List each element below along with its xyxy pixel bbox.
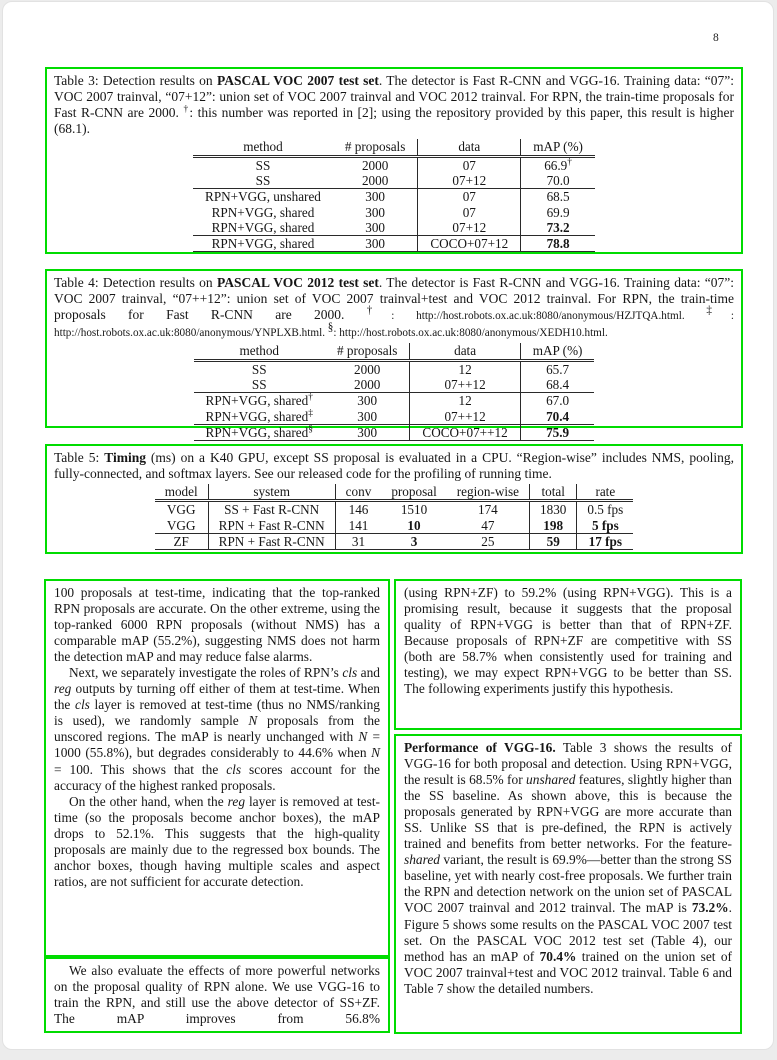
text-segment: † xyxy=(183,104,190,115)
column-header: data xyxy=(418,139,521,156)
table-cell: RPN + Fast R-CNN xyxy=(208,534,335,550)
text-segment: N xyxy=(371,745,380,761)
table-row xyxy=(194,424,595,440)
table-3 xyxy=(47,139,741,252)
text-segment: : http://host.robots.ox.ac.uk:8080/anonymous/XEDH10.html. xyxy=(333,327,608,340)
text-segment: : this number was reported in [2]; using the repository provided by this paper, this result is higher (68.1). xyxy=(54,105,734,137)
table-row xyxy=(193,156,595,173)
table-cell: SS xyxy=(255,172,271,188)
text-segment: layer is removed at test-time (so the proposals become anchor boxes), the mAP drops to 52.1%. This suggests that the high-quality proposals are mainly due to the regressed box bounds. The anchor boxes, though having multiple scales and aspect ratios, are not sufficient for accurate detection. xyxy=(54,793,380,889)
table-header-row xyxy=(155,484,634,501)
table-cell: 07 xyxy=(418,205,521,220)
text-segment: reg xyxy=(54,681,72,697)
table-cell: 1830 xyxy=(530,501,577,518)
data-table xyxy=(193,139,595,252)
table-cell: 1510 xyxy=(400,502,428,518)
table-row xyxy=(193,220,595,236)
table-row xyxy=(155,534,634,550)
table-cell: 17 fps xyxy=(577,534,633,550)
table-cell: COCO+07+12 xyxy=(418,236,521,252)
table-cell: 10 xyxy=(407,517,421,533)
table-cell: 66.9† xyxy=(521,156,595,173)
text-segment: trained on the union set of VOC 2007 trainval+test and VOC 2012 trainval. Table 6 and Table 7 show the detailed numbers. xyxy=(404,948,732,996)
table-cell: 59 xyxy=(530,534,577,550)
table-4-caption xyxy=(47,271,741,341)
table-cell: RPN+VGG, shared xyxy=(193,236,333,252)
text-segment: . Figure 5 shows some results on the PASCAL VOC 2007 test set. On the PASCAL VOC 2012 test set (Table 4), our method has an mAP of xyxy=(404,900,732,964)
table-row xyxy=(194,377,595,393)
text-segment: layer is removed at test-time (thus no NMS/ranking is used), we randomly sample xyxy=(54,697,380,729)
table-row xyxy=(155,518,634,534)
table-cell: 07++12 xyxy=(410,409,520,425)
text-segment: outputs by turning off either of them at test-time. When the xyxy=(54,681,380,713)
table-row xyxy=(194,360,595,377)
column-header: conv xyxy=(335,484,381,501)
text-segment: cls xyxy=(342,665,358,681)
column-header: data xyxy=(410,343,520,360)
table-cell: RPN+VGG, shared† xyxy=(194,393,325,409)
table-cell: RPN+VGG, shared xyxy=(211,219,315,235)
data-table xyxy=(194,343,595,441)
paragraph xyxy=(46,963,388,1027)
table-row xyxy=(194,393,595,409)
table-cell: RPN+VGG, shared xyxy=(211,204,315,220)
text-segment: Performance of VGG-16. xyxy=(404,740,556,755)
paragraph xyxy=(46,585,388,665)
table-cell: 07 xyxy=(418,189,521,205)
table-cell: 146 xyxy=(335,501,381,518)
table-cell: 300 xyxy=(365,219,386,235)
text-segment: variant, the result is 69.9%—better than the strong SS baseline, yet with nearly cost-free proposals. We further train the RPN and detection network on the union set of PASCAL VOC 2007 trainval and 2012 trainval. The mAP is xyxy=(404,852,732,916)
table-cell: 67.0 xyxy=(520,393,594,409)
text-segment: PASCAL VOC 2007 test set xyxy=(216,73,379,88)
text-segment: N xyxy=(248,713,258,729)
text-segment: shared xyxy=(404,852,440,868)
table-cell: 07++12 xyxy=(410,377,520,393)
text-segment: Next, we separately investigate the roles of RPN’s xyxy=(69,665,343,681)
table-cell: SS + Fast R-CNN xyxy=(208,501,335,518)
text-segment: We also evaluate the effects of more powerful networks on the proposal quality of RPN alone. We use VGG-16 to train the RPN, and still use the above detector of SS+ZF. The mAP improves from 56.8% xyxy=(54,963,380,1027)
text-segment: and xyxy=(357,665,380,681)
text-segment: : http://host.robots.ox.ac.uk:8080/anonymous/HZJTQA.html. xyxy=(391,310,707,323)
table-cell: RPN+VGG, shared§ xyxy=(194,424,325,440)
page-number: 8 xyxy=(713,32,719,44)
table-cell: 12 xyxy=(410,360,520,377)
data-table xyxy=(155,484,634,550)
table-cell: ZF xyxy=(155,534,208,550)
table-cell: 70.0 xyxy=(521,173,595,189)
text-segment: cls xyxy=(75,697,90,713)
text-segment: 73.2% xyxy=(691,900,729,916)
table-cell: SS xyxy=(255,157,271,173)
table-cell: 70.4 xyxy=(520,409,594,425)
text-segment: 70.4% xyxy=(539,948,577,964)
table-cell: 141 xyxy=(335,518,381,534)
text-segment: On the other hand, when the xyxy=(69,793,228,809)
table-header-row xyxy=(194,343,595,360)
table-cell: 300 xyxy=(325,424,410,440)
text-segment: . The detector is Fast R-CNN and VGG-16. Training data: “07”: VOC 2007 trainval, “07+12”: union set of VOC 2007 trainval and VOC 2012 trainval. For RPN, the train-time proposals for Fast R-CNN are 2000. xyxy=(54,73,734,121)
table-row xyxy=(155,501,634,518)
column-header: method xyxy=(194,343,325,360)
table-row xyxy=(193,205,595,220)
column-header: # proposals xyxy=(333,139,418,156)
table-cell: 12 xyxy=(410,393,520,409)
paragraph xyxy=(396,740,740,997)
column-header: mAP (%) xyxy=(520,343,594,360)
figure-table-5 xyxy=(45,444,743,554)
table-5-caption xyxy=(47,446,741,482)
paragraph xyxy=(46,665,388,793)
table-cell: 2000 xyxy=(361,172,389,188)
table-cell: 07+12 xyxy=(418,173,521,189)
table-cell: 47 xyxy=(481,517,495,533)
column-header: system xyxy=(208,484,335,501)
text-segment: Table 3 shows the results of VGG-16 for both proposal and detection. Using RPN+VGG, the result is 68.5% for xyxy=(404,740,733,788)
table-cell: 68.4 xyxy=(520,377,594,393)
table-cell: 300 xyxy=(325,393,410,409)
table-cell: 25 xyxy=(447,534,530,550)
text-segment: Table 4: Detection results on xyxy=(54,275,217,290)
text-segment: . The detector is Fast R-CNN and VGG-16. Training data: “07”: VOC 2007 trainval, “07++12”: union set of VOC 2007 trainval+test and VOC 2012 trainval. For RPN, the train-time proposals for Fast R-CNN are 2000. xyxy=(54,275,734,323)
table-cell: 300 xyxy=(357,408,378,424)
table-cell: 2000 xyxy=(354,361,381,377)
text-segment: proposals from the unscored regions. The mAP is nearly unchanged with xyxy=(54,713,380,745)
table-cell: 2000 xyxy=(361,157,389,173)
table-cell: 07+12 xyxy=(418,220,521,236)
table-cell: 0.5 fps xyxy=(577,501,633,518)
text-segment: Table 5: xyxy=(54,450,105,465)
table-row xyxy=(194,409,595,425)
table-cell: RPN+VGG, unshared xyxy=(193,189,333,205)
table-cell: RPN + Fast R-CNN xyxy=(208,518,335,534)
table-cell: SS xyxy=(251,361,267,377)
table-cell: VGG xyxy=(166,502,196,518)
text-segment: = 1000 (55.8%), but degrades considerably to 44.6% when xyxy=(54,729,380,761)
table-cell: 78.8 xyxy=(521,236,595,252)
paragraph xyxy=(396,585,740,697)
text-segment: Timing xyxy=(104,450,146,465)
paper-page xyxy=(2,1,774,1050)
text-segment: PASCAL VOC 2012 test set xyxy=(216,275,379,290)
text-segment: † xyxy=(366,304,392,317)
table-header-row xyxy=(193,139,595,156)
column-header: total xyxy=(530,484,577,501)
table-cell: RPN+VGG, shared‡ xyxy=(205,408,313,424)
figure-table-3 xyxy=(45,67,743,254)
text-segment: features, slightly higher than the SS baseline. As shown above, this is because the proposals generated by RPN+VGG are more accurate than SS. Unlike SS that is pre-defined, the RPN is actively trained and benefits from better networks. For the feature- xyxy=(404,772,733,852)
text-segment: cls xyxy=(226,761,242,777)
table-cell: 68.5 xyxy=(521,189,595,205)
text-segment: unshared xyxy=(526,772,576,788)
table-cell: 3 xyxy=(381,534,446,550)
text-segment: : http://host.robots.ox.ac.uk:8080/anonymous/YNPLXB.html. xyxy=(54,310,735,340)
table-row xyxy=(193,236,595,252)
table-cell: 300 xyxy=(365,204,386,220)
table-cell: VGG xyxy=(166,517,196,533)
table-cell: 174 xyxy=(477,502,498,518)
table-5 xyxy=(47,484,741,550)
text-segment: scores account for the accuracy of the highest ranked proposals. xyxy=(54,761,380,793)
column-header: method xyxy=(193,139,333,156)
table-cell: 2000 xyxy=(354,376,381,392)
table-cell: 31 xyxy=(335,534,381,550)
text-segment: 100 proposals at test-time, indicating that the top-ranked RPN proposals are accurate. On the other extreme, using the top-ranked 6000 RPN proposals (without NMS) has a comparable mAP (55.2%), suggesting NMS does not harm the detection mAP and may reduce false alarms. xyxy=(54,585,380,665)
text-box-left-1 xyxy=(44,579,390,957)
table-cell: 75.9 xyxy=(520,424,594,440)
table-cell: 5 fps xyxy=(577,518,633,534)
table-cell: COCO+07++12 xyxy=(410,424,520,440)
column-header: region-wise xyxy=(447,484,530,501)
table-cell: SS xyxy=(251,376,267,392)
text-segment: N xyxy=(358,729,368,745)
table-cell: 69.9 xyxy=(521,205,595,220)
table-row xyxy=(193,173,595,189)
table-cell: 65.7 xyxy=(520,360,594,377)
text-segment: (using RPN+ZF) to 59.2% (using RPN+VGG). This is a promising result, because it suggests that the proposal quality of RPN+VGG is better than that of RPN+ZF. Because proposals of RPN+ZF are competitive with SS (both are 58.7% when consistently used for training and testing), we may expect RPN+VGG to be better than SS. The following experiments justify this hypothesis. xyxy=(404,585,732,697)
text-box-right-1 xyxy=(394,579,742,730)
column-header: mAP (%) xyxy=(521,139,595,156)
text-box-right-2 xyxy=(394,734,742,1034)
text-segment: reg xyxy=(227,793,246,809)
paragraph xyxy=(46,794,388,890)
table-3-caption xyxy=(47,69,741,137)
text-segment: ‡ xyxy=(706,304,731,317)
table-cell: 198 xyxy=(530,518,577,534)
text-segment: = 100. This shows that the xyxy=(54,761,227,777)
column-header: proposal xyxy=(381,484,446,501)
table-cell: 73.2 xyxy=(521,220,595,236)
column-header: rate xyxy=(577,484,633,501)
text-segment: § xyxy=(327,321,334,334)
table-row xyxy=(193,189,595,205)
table-4 xyxy=(47,343,741,441)
table-cell: 07 xyxy=(418,156,521,173)
figure-table-4 xyxy=(45,269,743,440)
table-cell: 300 xyxy=(333,189,418,205)
column-header: model xyxy=(155,484,208,501)
text-segment: (ms) on a K40 GPU, except SS proposal is evaluated in a CPU. “Region-wise” includes NMS, pooling, fully-connected, and softmax layers. See our released code for the profiling of running time. xyxy=(54,450,734,482)
column-header: # proposals xyxy=(325,343,410,360)
text-segment: Table 3: Detection results on xyxy=(54,73,217,88)
text-box-left-2 xyxy=(44,957,390,1033)
table-cell: 300 xyxy=(333,236,418,252)
